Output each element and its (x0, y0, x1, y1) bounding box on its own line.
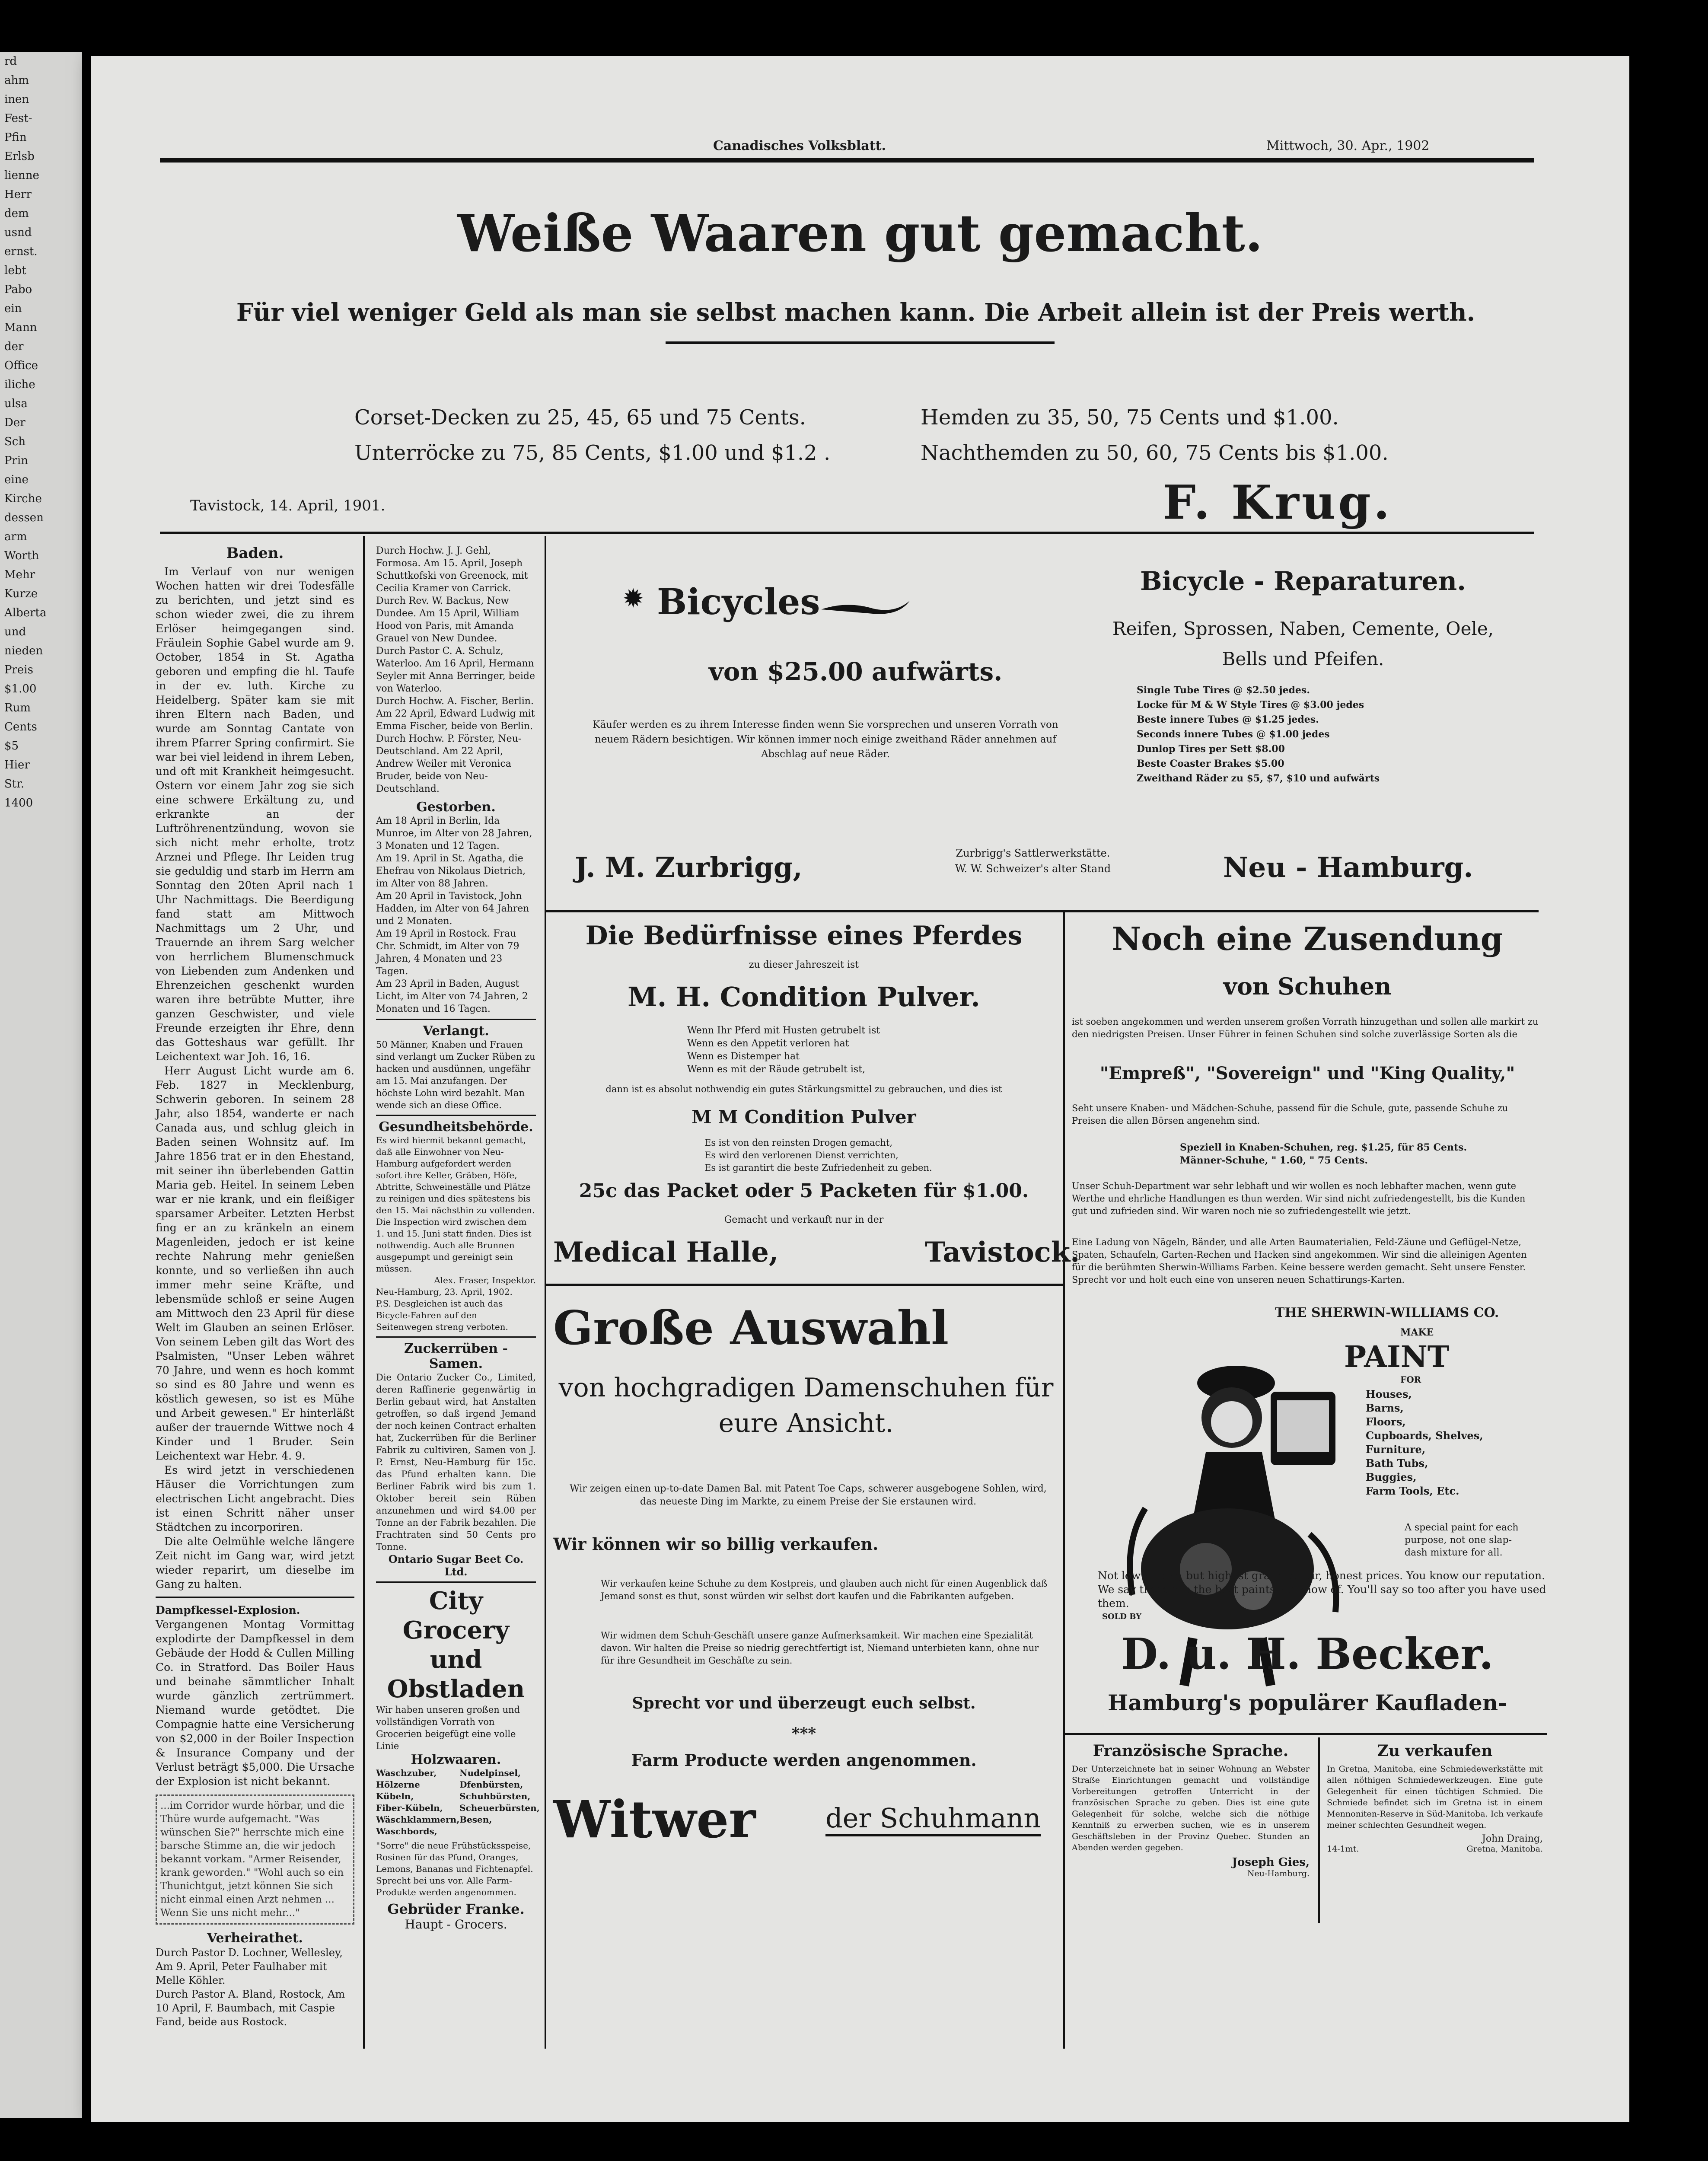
adjacent-page-fragment: $5 (4, 739, 19, 752)
explosion-text: Vergangenen Montag Vormittag explodirte der Dampfkessel in dem Gebäude der Hodd & Cullen Milling Co. in Stratford. Das Boiler Haus und beinahe sämmtlicher Inhalt wurde gänzlich zertrümmert. Niemand wurde getödtet. Die Compagnie hatte eine Versicherung von $2,000 in der Boiler Inspection & Insurance Company und der Verlust beträgt $5,000. Die Ursache der Explosion ist nicht bekannt. (156, 1618, 354, 1788)
adjacent-page-fragment: Kurze (4, 587, 38, 600)
baden-paragraph: Herr August Licht wurde am 6. Feb. 1827 in Mecklenburg, Schwerin geboren. In seinem 28 Jahr, also 1854, wanderte er nach Canada aus, und schlug gleich in Baden seinen Wohnsitz auf. Im Jahre 1856 trat er in den Ehestand, mit seiner ihn überlebenden Gattin Maria geb. Heitel. In seinem Leben war er nie krank, und ein fleißiger sparsamer Arbeiter. Letzten Herbst fing er an zu kränkeln an einem Magenleiden, jedoch er ist keine rechte Nahrung mehr genießen konnte, und so verließen ihn auch immer mehr seine Kräfte, und lebensmüde schloß er seine Augen am Mittwoch den 23 April für diese Welt im Glauben an seinen Erlöser. Von seinem Leben gilt das Wort des Psalmisten, "Unser Leben währet 70 Jahre, und wenn es hoch kommt so sind es 80 Jahre und wenn es köstlich gewesen, so ist es Mühe und Arbeit gewesen." Er hinterläßt außer der trauernde Wittwe noch 4 Kinder und 1 Bruder. Sein Leichentext war Hebr. 4. 9. (156, 1065, 354, 1462)
notices-column (376, 545, 540, 1932)
flourish-icon (821, 592, 912, 618)
zurbrigg-name: J. M. Zurbrigg, (575, 851, 803, 884)
shoes-text: Unser Schuh-Department war sehr lebhaft und wir wollen es noch lebhafter machen, wenn gute Werthe und ehrliche Handlungen es thun werden. Wir sind nicht zufriedengestellt, bis die Kunden gut und zufrieden sind. Wir waren noch nie so zufriedengestellt wie jetzt. (1072, 1181, 1526, 1216)
sherwin-make: MAKE (1400, 1327, 1434, 1338)
witwer-sub: der Schuhmann (825, 1802, 1041, 1836)
forsale-notice (1327, 1742, 1543, 1854)
wanted-heading: Verlangt. (423, 1023, 489, 1039)
divider (376, 1115, 536, 1116)
adjacent-page-fragment: Prin (4, 454, 28, 467)
auswahl-title: Große Auswahl (553, 1301, 949, 1355)
shoes-prices: Speziell in Knaben-Schuhen, reg. $1.25, für 85 Cents. Männer-Schuhe, " 1.60, " 75 Cents. (1180, 1142, 1467, 1166)
adjacent-page-fragment: Herr (4, 188, 32, 201)
sugar-sign: Ontario Sugar Beet Co. Ltd. (388, 1553, 524, 1578)
masthead-paper: Canadisches Volksblatt. (713, 138, 886, 153)
auswahl-sub: von hochgradigen Damenschuhen für eure Ansicht. (558, 1373, 1054, 1438)
repair-price-list: Single Tube Tires @ $2.50 jedes. Locke für M & W Style Tires @ $3.00 jedes Beste innere Tubes @ $1.25 jedes. Seconds innere Tubes @ $1.00 jedes Dunlop Tires per Sett $8.00 Beste Coaster Brakes $5.00 Zweithand Räder zu $5, $7, $10 und aufwärts (1137, 685, 1380, 784)
horse-brand: M. H. Condition Pulver. (628, 981, 980, 1013)
bicycles-text: Käufer werden es zu ihrem Interesse finden wenn Sie vorsprechen und unseren Vorrath von neuem Rädern besichtigen. Wir können immer noch einige zweithand Räder annehmen auf Abschlag auf neue Räder. (593, 719, 1058, 760)
auswahl-text: Wir widmen dem Schuh-Geschäft unsere ganze Aufmerksamkeit. Wir machen eine Spezialität davon. Wir halten die Preise so niedrig gerechtfertigt ist, Niemand unterbieten kann, ohne nur für ihre Gesundheit im Geschäfte zu sein. (601, 1630, 1039, 1666)
auswahl-text: Wir zeigen einen up-to-date Damen Bal. mit Patent Toe Caps, schwerer ausgebogene Sohlen, wird, das neueste Ding im Markte, zu einem Preise der Sie erstaunen wird. (570, 1483, 1047, 1507)
krug-line: Nachthemden zu 50, 60, 75 Cents bis $1.00. (921, 441, 1389, 465)
krug-subtitle: Für viel weniger Geld als man sie selbst machen kann. Die Arbeit allein ist der Preis werth. (236, 298, 1475, 327)
krug-line: Unterröcke zu 75, 85 Cents, $1.00 und $1.2 . (354, 441, 831, 465)
adjacent-page-fragment: lebt (4, 264, 26, 277)
adjacent-page-fragment: dessen (4, 511, 44, 524)
section-rule (160, 532, 1534, 534)
becker-name: D. u. H. Becker. (1121, 1629, 1494, 1679)
adjacent-page-fragment: Sch (4, 435, 26, 448)
zurbrigg-shop: Zurbrigg's Sattlerwerkstätte. W. W. Schweizer's alter Stand (955, 847, 1111, 875)
baden-paragraph: Im Verlauf von nur wenigen Wochen hatten wir drei Todesfälle zu berichten, und jetzt sind es schon wieder zwei, die zu ihrem Erlöser heimgegangen sind. Fräulein Sophie Gabel wurde am 9. October, 1854 in St. Agatha geboren und empfing die hl. Taufe in der ev. luth. Kirche zu Heidelberg. Später kam sie mit ihren Eltern nach Baden, und wurde am Sonntag Cantate von ihrem Pfarrer Spring confirmirt. Sie war bei viel leidend in ihrem Leben, und oft mit Krankheit heimgesucht. Ostern vor einem Jahr zog sie sich eine schwere Erkältung zu, und erkrankte an der Luftröhrenentzündung, wovon sie sich nicht mehr erholte, trotz Arznei und Pflege. Ihr Leiden trug sie geduldig und starb im Herrn am Sonntag den 20ten April nach 1 Uhr Nachmittags. Die Beerdigung fand statt am Mittwoch Nachmittags um 2 Uhr, und Trauernde an ihrem Sarg welcher von herrlichem Blumenschmuck von Liebenden zum Andenken und Ehrenzeichen geschenkt wurden waren ihre betrübte Mutter, ihre ganzen Geschwister, und viele Freunde erzeigten ihr Ehre, denn das Gotteshaus war gefüllt. Ihr Leichentext war Joh. 16, 16. (156, 565, 354, 1063)
adjacent-page-fragment: Der (4, 416, 25, 429)
baden-paragraph: Die alte Oelmühle welche längere Zeit nicht im Gang war, wird jetzt wieder reparirt, um dieselbe im Gang zu halten. (156, 1535, 354, 1590)
adjacent-page-fragment: dem (4, 207, 29, 220)
adjacent-page-fragment: lienne (4, 169, 39, 182)
sugar-text: Die Ontario Zucker Co., Limited, deren Raffinerie gegenwärtig in Berlin gebaut wird, hat Anstalten getroffen, so daß irgend Jemand der noch keinen Contract erhalten hat, Zuckerrüben für die Berliner Fabrik zu cultiviren, Samen von J. P. Ernst, Neu-Hamburg für 15c. das Pfund erhalten kann. Die Berliner Fabrik wird bis zum 1. Oktober bereit sein Rüben anzunehmen und wird $4.00 per Tonne an der Fabrik bezahlen. Die Frachtraten sind 50 Cents pro Tonne. (376, 1372, 536, 1552)
tavistock: Tavistock. (925, 1236, 1080, 1269)
adjacent-page-fragment: Worth (4, 549, 39, 562)
adjacent-page-fragment: arm (4, 530, 27, 543)
bicycles-title: Bicycles (657, 581, 820, 623)
divider (376, 1019, 536, 1020)
boxed-story: ...im Corridor wurde hörbar, und die Thüre wurde aufgemacht. "Was wünschen Sie?" herrschte mich eine barsche Stimme an, die wir jedoch bekannt vorkam. "Armer Reisender, krank geworden." "Wohl auch so ein Thunichtgut, jetzt können Sie sich nicht einmal einen Arzt nehmen ... Wenn Sie uns nicht mehr..." (156, 1794, 354, 1925)
adjacent-page-fragment: Kirche (4, 492, 42, 505)
krug-line: Hemden zu 35, 50, 75 Cents und $1.00. (921, 405, 1339, 430)
deaths-heading: Gestorben. (416, 800, 496, 815)
grocery-text: Wir haben unseren großen und vollständigen Vorrath von Grocerien beigefügt eine volle Linie (376, 1705, 520, 1751)
repair-title: Bicycle - Reparaturen. (1140, 566, 1466, 596)
adjacent-page-fragment: Office (4, 359, 38, 372)
adjacent-page-fragment: Str. (4, 778, 25, 790)
krug-line: Corset-Decken zu 25, 45, 65 und 75 Cents. (354, 405, 806, 430)
forsale-text: In Gretna, Manitoba, eine Schmiedewerkstätte mit allen nöthigen Schmiedewerkzeugen. Eine gute Gelegenheit für einen tüchtigen Schmied. Die Schmiede befindet sich im Gretna ist in einem Mennoniten-Reserve in Süd-Manitoba. Ich verkaufe meiner schlechten Gesundheit wegen. (1327, 1764, 1543, 1830)
adjacent-page-fragment: ein (4, 302, 22, 315)
sugar-heading: Zuckerrüben - Samen. (404, 1341, 508, 1371)
column-rule (545, 536, 546, 2049)
krug-place-date: Tavistock, 14. April, 1901. (190, 497, 386, 514)
sherwin-sold: SOLD BY (1102, 1612, 1141, 1621)
wooden-goods-heading: Holzwaaren. (411, 1752, 501, 1767)
auswahl-text: Wir verkaufen keine Schuhe zu dem Kostpreis, und glauben auch nicht für einen Augenblick daß Jemand sonst es thut, sonst würden wir selbst dort kaufen und die Fabrikanten aufgeben. (601, 1578, 1048, 1601)
wanted-text: 50 Männer, Knaben und Frauen sind verlangt um Zucker Rüben zu hacken und ausdünnen, ungefähr am 15. Mai anzufangen. Der höchste Lohn wird bezahlt. Man wende sich an diese Office. (376, 1039, 535, 1110)
adjacent-page-fragment: Fest- (4, 112, 32, 125)
baden-heading: Baden. (226, 545, 284, 562)
sherwin-special: A special paint for each purpose, not one slap-dash mixture for all. (1405, 1522, 1519, 1558)
auswahl-farm: Farm Producte werden angenommen. (631, 1750, 977, 1770)
forsale-place: Gretna, Manitoba. (1466, 1844, 1543, 1854)
auswahl-speak: Sprecht vor und überzeugt euch selbst. (632, 1694, 976, 1712)
adjacent-page-fragment: Preis (4, 663, 33, 676)
wooden-goods-list: Waschzuber, Hölzerne Kübeln, Fiber-Kübeln, Wäschklammern, Waschbords, (376, 1768, 460, 1836)
adjacent-page-fragment: rd (4, 55, 17, 68)
horse-benefits: Es ist von den reinsten Drogen gemacht, Es wird den verlorenen Dienst verrichten, Es ist garantirt die beste Zufriedenheit zu geben. (704, 1138, 932, 1173)
wooden-goods-list: Nudelpinsel, Dfenbürsten, Schuhbürsten, Scheuerbürsten, Besen, (459, 1768, 540, 1825)
bicycles-price: von $25.00 aufwärts. (709, 657, 1003, 686)
adjacent-page-fragment: Pabo (4, 283, 32, 296)
baden-column (156, 545, 354, 2029)
marriage-heading: Verheirathet. (207, 1931, 303, 1946)
column-rule (363, 536, 365, 2049)
adjacent-page-fragment: Mehr (4, 568, 35, 581)
adjacent-page-fragment: Erlsb (4, 150, 35, 163)
masthead-rule (160, 158, 1534, 163)
sherwin-tag: Not low priced, but highest grade at fair, honest prices. You know our reputation. We say these are the best paints we know of. You'll say so too after you have used them. (1098, 1569, 1546, 1610)
horse-made: Gemacht und verkauft nur in der (724, 1214, 884, 1225)
adjacent-page-fragment: der (4, 340, 24, 353)
zurbrigg-place: Neu - Hamburg. (1223, 851, 1473, 884)
adjacent-page-fragment: 1400 (4, 797, 33, 810)
horse-price: 25c das Packet oder 5 Packeten für $1.00. (579, 1180, 1029, 1202)
horse-brand2: M M Condition Pulver (691, 1106, 916, 1128)
repair-sub: Bells und Pfeifen. (1222, 648, 1384, 669)
health-heading: Gesundheitsbehörde. (379, 1119, 533, 1135)
divider (156, 1597, 354, 1598)
forsale-date: 14-1mt. (1327, 1844, 1359, 1854)
adjacent-page-fragment: iliche (4, 378, 35, 391)
krug-name: F. Krug. (1163, 475, 1393, 530)
shoes-title: Noch eine Zusendung (1112, 921, 1503, 958)
shoes-text: Eine Ladung von Nägeln, Bänder, und alle Arten Baumaterialien, Feld-Zäune und Geflügel-Netze, Spaten, Schaufeln, Garten-Rechen und Hacken sind angekommen. Wir sind die alleinigen Agenten für die berühmten Sherwin-Williams Farben. Keine bessere werden gemacht. Seht unsere Fenster. Sprecht vor und holt euch eine von unseren neuen Schattirungs-Karten. (1072, 1237, 1527, 1285)
masthead-date: Mittwoch, 30. Apr., 1902 (1266, 138, 1430, 153)
auswahl-stars: *** (791, 1724, 816, 1743)
health-ps: Neu-Hamburg, 23. April, 1902. P.S. Desgleichen ist auch das Bicycle-Fahren auf den Seitenwegen streng verboten. (376, 1287, 513, 1332)
adjacent-page-fragment: Rum (4, 701, 31, 714)
auswahl-how: Wir können wir so billig verkaufen. (553, 1534, 879, 1554)
divider (376, 1581, 536, 1583)
marriage-notices: Durch Hochw. J. J. Gehl, Formosa. Am 15. April, Joseph Schuttkofski von Greenock, mit Cecilia Kramer von Carrick. Durch Rev. W. Backus, New Dundee. Am 15 April, William Hood von Paris, mit Amanda Grauel von New Dundee. Durch Pastor C. A. Schulz, Waterloo. Am 16 April, Hermann Seyler mit Anna Berringer, beide von Waterloo. Durch Hochw. A. Fischer, Berlin. Am 22 April, Edward Ludwig mit Emma Fischer, beide von Berlin. Durch Hochw. P. Förster, Neu-Deutschland. Am 22 April, Andrew Weiler mit Veronica Bruder, beide von Neu-Deutschland. (376, 545, 535, 794)
becker-sub: Hamburg's populärer Kaufladen- (1108, 1690, 1507, 1715)
krug-title: Weiße Waaren gut gemacht. (457, 203, 1263, 263)
sherwin-company: THE SHERWIN-WILLIAMS CO. (1275, 1305, 1499, 1320)
sunburst-icon: ✹ (622, 583, 644, 614)
adjacent-page-fragment: Pfin (4, 131, 27, 144)
section-rule (545, 910, 1539, 912)
adjacent-page-fragment: ulsa (4, 397, 28, 410)
adjacent-page-fragment: inen (4, 93, 29, 106)
adjacent-page-fragment: Alberta (4, 606, 47, 619)
grocery-title: City Grocery und Obstladen (387, 1587, 525, 1703)
french-sign: Joseph Gies, (1232, 1856, 1310, 1869)
french-notice (1072, 1742, 1310, 1878)
marriage-text: Durch Pastor D. Lochner, Wellesley, Am 9. April, Peter Faulhaber mit Melle Köhler. Durch Pastor A. Bland, Rostock, Am 10 April, F. Baumbach, mit Caspie Fand, beide aus Rostock. (156, 1947, 345, 2028)
franke-sub: Haupt - Grocers. (405, 1917, 507, 1932)
krug-rule (666, 341, 1055, 344)
adjacent-page-fragment: Hier (4, 759, 30, 771)
grocery-text: "Sorre" die neue Frühstücksspeise, Rosinen für das Pfund, Oranges, Lemons, Bananas und Fichtenapfel. Sprecht bei uns vor. Alle Farm-Produkte werden angenommen. (376, 1840, 533, 1897)
horse-title: Die Bedürfnisse eines Pferdes (585, 921, 1023, 951)
adjacent-page-fragment: ernst. (4, 245, 38, 258)
french-place: Neu-Hamburg. (1247, 1869, 1310, 1878)
sherwin-for: FOR (1400, 1374, 1421, 1385)
forsale-sign: John Draing, (1482, 1833, 1543, 1844)
adjacent-page-fragment: Cents (4, 720, 37, 733)
section-rule (1063, 1733, 1547, 1735)
adjacent-page-strip (0, 52, 82, 2118)
section-rule (545, 1284, 1063, 1286)
column-rule (1318, 1737, 1320, 1923)
adjacent-page-fragment: $1.00 (4, 682, 37, 695)
witwer-name: Witwer (553, 1789, 756, 1849)
adjacent-page-fragment: ahm (4, 74, 29, 87)
column-rule (1063, 912, 1065, 2049)
adjacent-page-fragment: nieden (4, 644, 43, 657)
horse-symptoms: Wenn Ihr Pferd mit Husten getrubelt ist Wenn es den Appetit verloren hat Wenn es Distemper hat Wenn es mit der Räude getrubelt ist, (687, 1025, 880, 1075)
repair-sub: Reifen, Sprossen, Naben, Cemente, Oele, (1112, 618, 1494, 639)
baden-paragraph: Es wird jetzt in verschiedenen Häuser die Vorrichtungen zum electrischen Licht angebracht. Dies ist einen Schritt näher unser Städtchen zu incorporiren. (156, 1464, 354, 1533)
french-heading: Französische Sprache. (1093, 1742, 1289, 1760)
shoes-sub: von Schuhen (1223, 972, 1392, 1000)
adjacent-page-fragment: usnd (4, 226, 32, 239)
shoes-text: ist soeben angekommen und werden unserem großen Vorrath hinzugethan und sollen alle markirt zu den niedrigsten Preisen. Unser Führer in feinen Schuhen sind solche zuverlässige Sorten als die (1072, 1017, 1539, 1039)
french-text: Der Unterzeichnete hat in seiner Wohnung an Webster Straße Einrichtungen gemacht und vollständige Vorbereitungen getroffen Unterricht in der französischen Sprache zu geben. Dies ist eine gute Gelegenheit für solche, welche sich die nöthige Kenntniß zu erwerben suchen, wie es in unserem Geschäftsleben in der Provinz Quebec. Stunden an Abenden werden gegeben. (1072, 1764, 1310, 1852)
deaths-text: Am 18 April in Berlin, Ida Munroe, im Alter von 28 Jahren, 3 Monaten und 12 Tagen. Am 19. April in St. Agatha, die Ehefrau von Nikolaus Dietrich, im Alter von 88 Jahren. Am 20 April in Tavistock, John Hadden, im Alter von 64 Jahren und 2 Monaten. Am 19 April in Rostock. Frau Chr. Schmidt, im Alter von 79 Jahren, 4 Monaten und 23 Tagen. Am 23 April in Baden, August Licht, im Alter von 74 Jahren, 2 Monaten und 16 Tagen. (376, 816, 532, 1014)
forsale-heading: Zu verkaufen (1377, 1742, 1493, 1760)
horse-text: dann ist es absolut nothwendig ein gutes Stärkungsmittel zu gebrauchen, und dies ist (605, 1084, 1002, 1094)
shoes-brands: "Empreß", "Sovereign" und "King Quality," (1099, 1063, 1515, 1084)
adjacent-page-fragment: eine (4, 473, 29, 486)
adjacent-page-fragment: und (4, 625, 26, 638)
health-text: Es wird hiermit bekannt gemacht, daß alle Einwohner von Neu-Hamburg aufgefordert werden sofort ihre Keller, Gräben, Höfe, Abtritte, Schweineställe und Plätze zu reinigen und dies spätestens bis den 15. Mai nächsthin zu vollenden. Die Inspection wird zwischen dem 1. und 15. Juni statt finden. Dies ist nothwendig. Auch alle Brunnen ausgepumpt und gereinigt sein müssen. (376, 1135, 535, 1274)
franke-name: Gebrüder Franke. (387, 1901, 525, 1917)
health-sign: Alex. Fraser, Inspektor. (434, 1275, 536, 1285)
newspaper-page (91, 56, 1629, 2122)
medical-hall: Medical Halle, (553, 1236, 779, 1269)
sherwin-paint: PAINT (1344, 1340, 1450, 1374)
explosion-heading: Dampfkessel-Explosion. (156, 1604, 300, 1616)
adjacent-page-fragment: Mann (4, 321, 37, 334)
sherwin-uses: Houses, Barns, Floors, Cupboards, Shelves, Furniture, Bath Tubs, Buggies, Farm Tools, Etc. (1366, 1388, 1483, 1497)
shoes-text: Seht unsere Knaben- und Mädchen-Schuhe, passend für die Schule, gute, passende Schuhe zu Preisen die allen Börsen angenehm sind. (1072, 1103, 1508, 1126)
divider (376, 1336, 536, 1338)
horse-sub: zu dieser Jahreszeit ist (749, 959, 859, 970)
